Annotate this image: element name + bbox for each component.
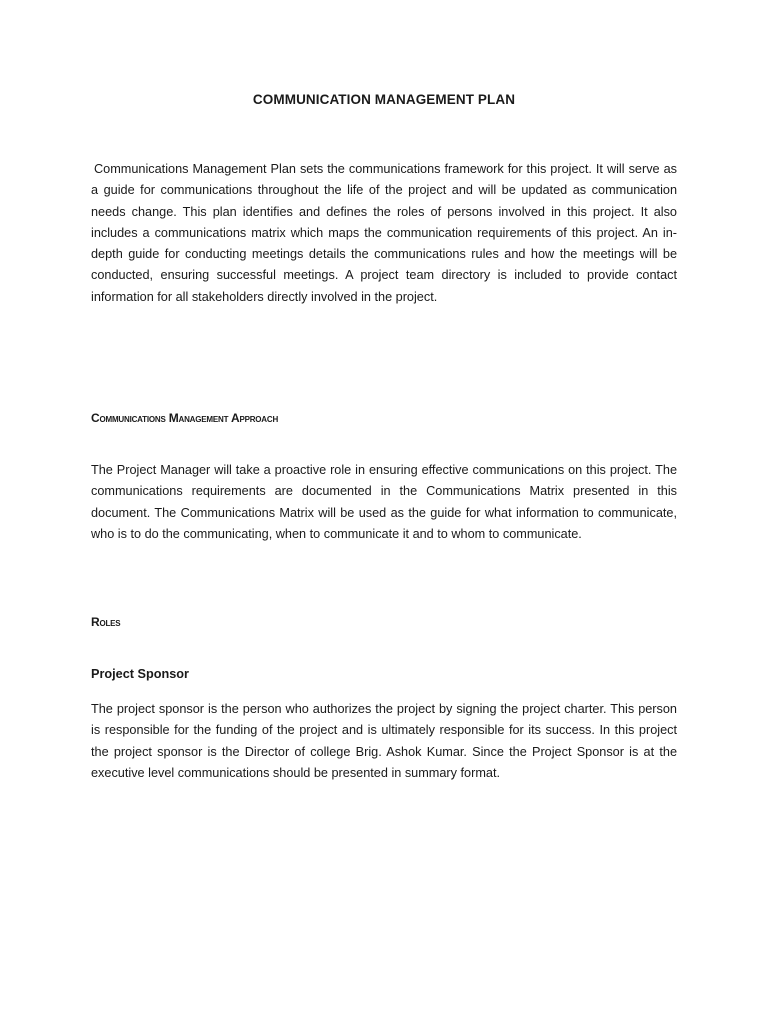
project-sponsor-paragraph: The project sponsor is the person who authorizes the project by signing the project charter. This person is responsible for the funding of the project and is ultimately responsible for its success. In this project the project sponsor is the Director of college Brig. Ashok Kumar. Since the Project Sponsor is at the executive level communications should be presented in summary format. [91,702,677,780]
subsection-heading-project-sponsor: Project Sponsor [91,667,189,681]
section-heading-roles: Roles [91,615,121,629]
document-title: COMMUNICATION MANAGEMENT PLAN [252,92,516,107]
communications-approach-paragraph: The Project Manager will take a proactive role in ensuring effective communications on this project. The communications requirements are documented in the Communications Matrix presented in this document. The Communications Matrix will be used as the guide for what information to communicate, who is to do the communicating, when to communicate it and to whom to communicate. [91,463,677,541]
section-heading-communications-approach: Communications Management Approach [91,411,279,425]
intro-paragraph: Communications Management Plan sets the communications framework for this project. It will serve as a guide for communications throughout the life of the project and will be updated as communication needs change. This plan identifies and defines the roles of persons involved in this project. It also includes a communications matrix which maps the communication requirements of this project. An in-depth guide for conducting meetings details the communications rules and how the meetings will be conducted, ensuring successful meetings. A project team directory is included to provide contact information for all stakeholders directly involved in the project. [91,162,677,304]
